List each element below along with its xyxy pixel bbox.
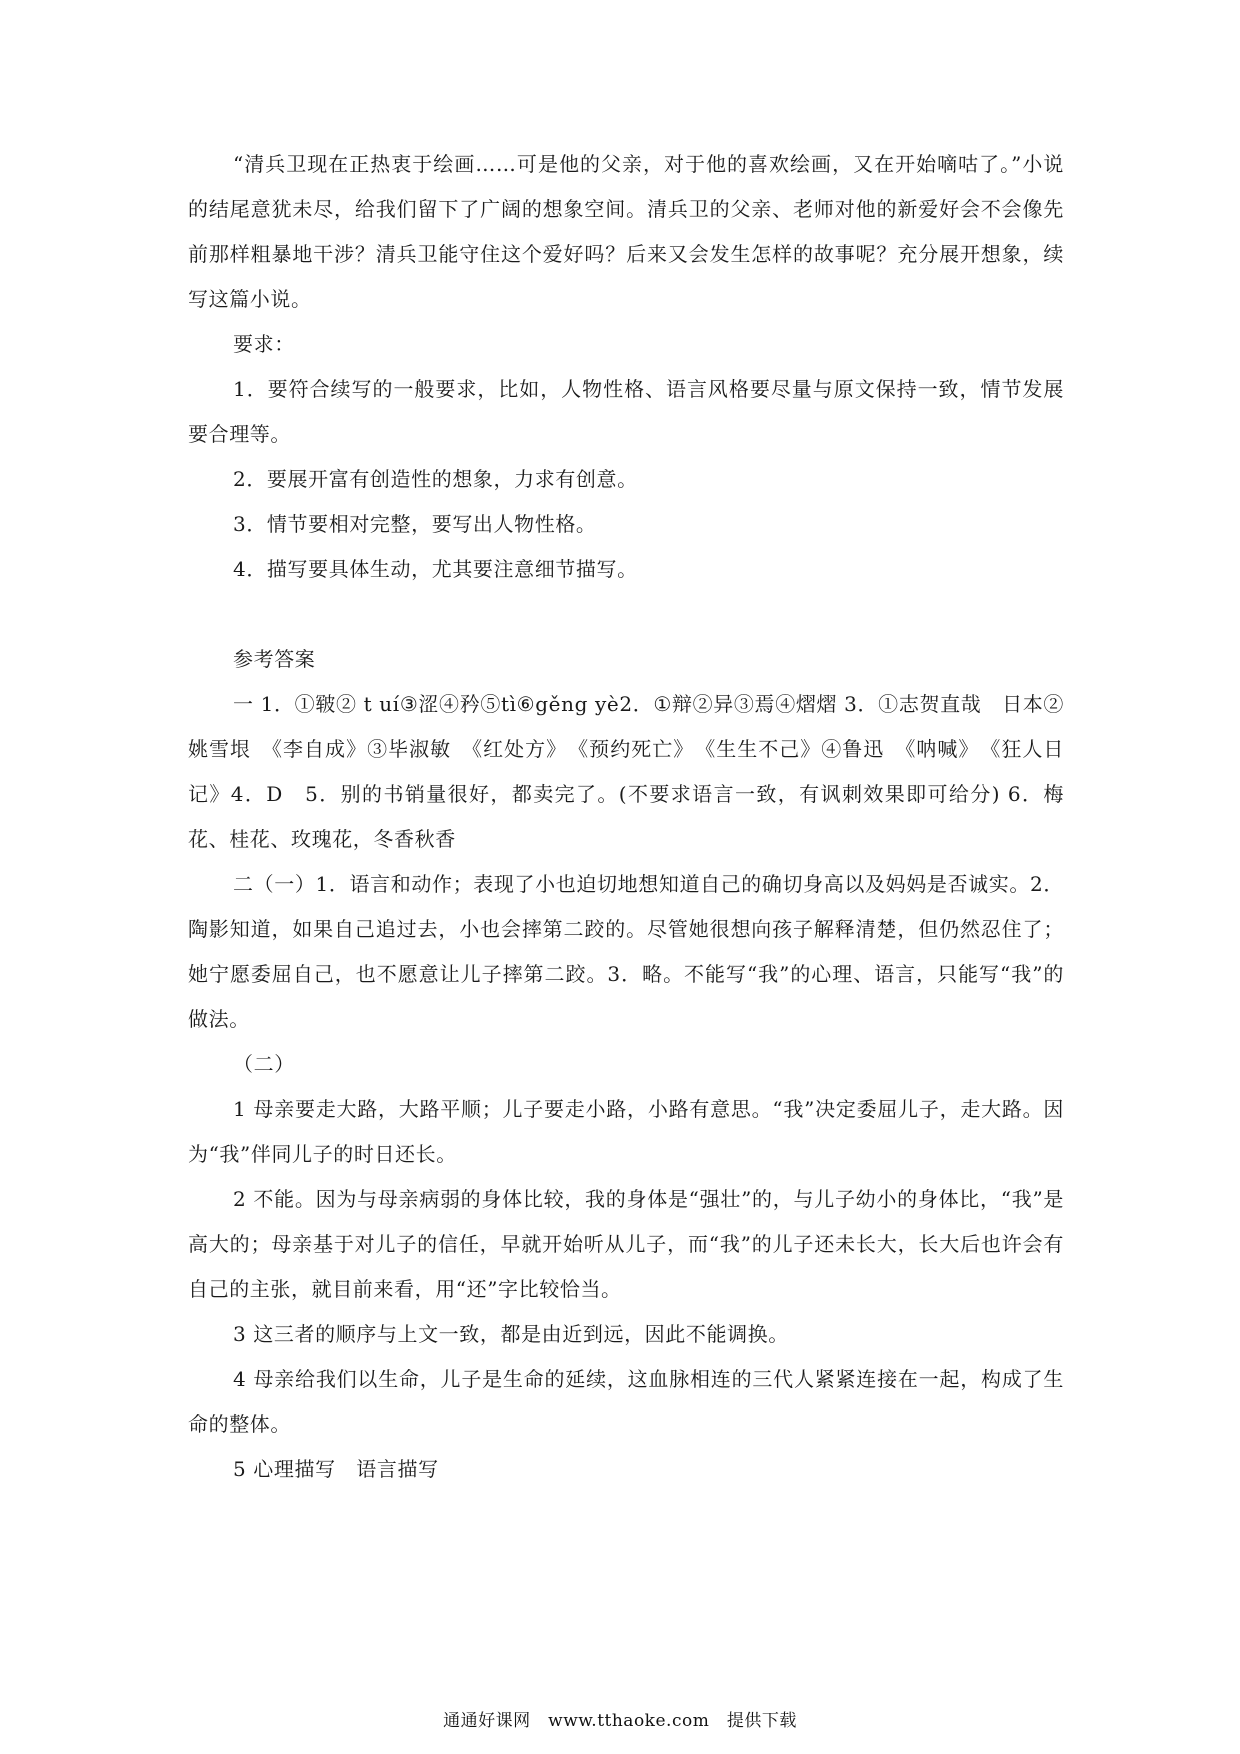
answer-item-5: 5 心理描写 语言描写	[233, 1457, 439, 1481]
answer-item-4: 4 母亲给我们以生命，儿子是生命的延续，这血脉相连的三代人紧紧连接在一起，构成了生命的整体。	[188, 1367, 1064, 1436]
answers-part-1: 一 1．①皲② t uí③涩④矜⑤tì⑥gěng yè2．①辩②异③焉④熠熠 3．①志贺直哉 日本②姚雪垠 《李自成》③毕淑敏 《红处方》 《预约死亡》 《生生不己》④鲁迅 《呐喊》 《狂人日记》4．D 5．别的书销量很好，都卖完了。(不要求语言一致，有讽刺效果即可给分) 6．梅花、桂花、玫瑰花，冬香秋香	[188, 692, 1064, 851]
answers-part-2-1: 二（一）1．语言和动作；表现了小也迫切地想知道自己的确切身高以及妈妈是否诚实。2．陶影知道，如果自己追过去，小也会摔第二跤的。尽管她很想向孩子解释清楚，但仍然忍住了；她宁愿委屈自己，也不愿意让儿子摔第二跤。3．略。不能写“我”的心理、语言，只能写“我”的做法。	[188, 872, 1064, 1031]
requirements-heading: 要求：	[233, 332, 295, 356]
requirement-item-3: 3．情节要相对完整，要写出人物性格。	[233, 512, 597, 536]
answers-part-2-2-heading: （二）	[233, 1052, 295, 1076]
answer-item-3: 3 这三者的顺序与上文一致，都是由近到远，因此不能调换。	[233, 1322, 789, 1346]
requirement-item-2: 2．要展开富有创造性的想象，力求有创意。	[233, 467, 638, 491]
answers-heading: 参考答案	[233, 647, 316, 671]
footer-credit: 通通好课网 www.tthaoke.com 提供下载	[443, 1711, 797, 1731]
answer-item-1: 1 母亲要走大路，大路平顺；儿子要走小路，小路有意思。“我”决定委屈儿子，走大路。因为“我”伴同儿子的时日还长。	[188, 1097, 1064, 1166]
document-body	[188, 142, 1064, 1492]
intro-paragraph: “清兵卫现在正热衷于绘画……可是他的父亲，对于他的喜欢绘画，又在开始嘀咕了。”小说的结尾意犹未尽，给我们留下了广阔的想象空间。清兵卫的父亲、老师对他的新爱好会不会像先前那样粗暴地干涉？清兵卫能守住这个爱好吗？后来又会发生怎样的故事呢？充分展开想象，续写这篇小说。	[188, 152, 1064, 311]
requirement-item-1: 1．要符合续写的一般要求，比如，人物性格、语言风格要尽量与原文保持一致，情节发展要合理等。	[188, 377, 1064, 446]
answer-item-2: 2 不能。因为与母亲病弱的身体比较，我的身体是“强壮”的，与儿子幼小的身体比，“我”是高大的；母亲基于对儿子的信任，早就开始听从儿子，而“我”的儿子还未长大，长大后也许会有自己的主张，就目前来看，用“还”字比较恰当。	[188, 1187, 1064, 1301]
requirement-item-4: 4．描写要具体生动，尤其要注意细节描写。	[233, 557, 638, 581]
